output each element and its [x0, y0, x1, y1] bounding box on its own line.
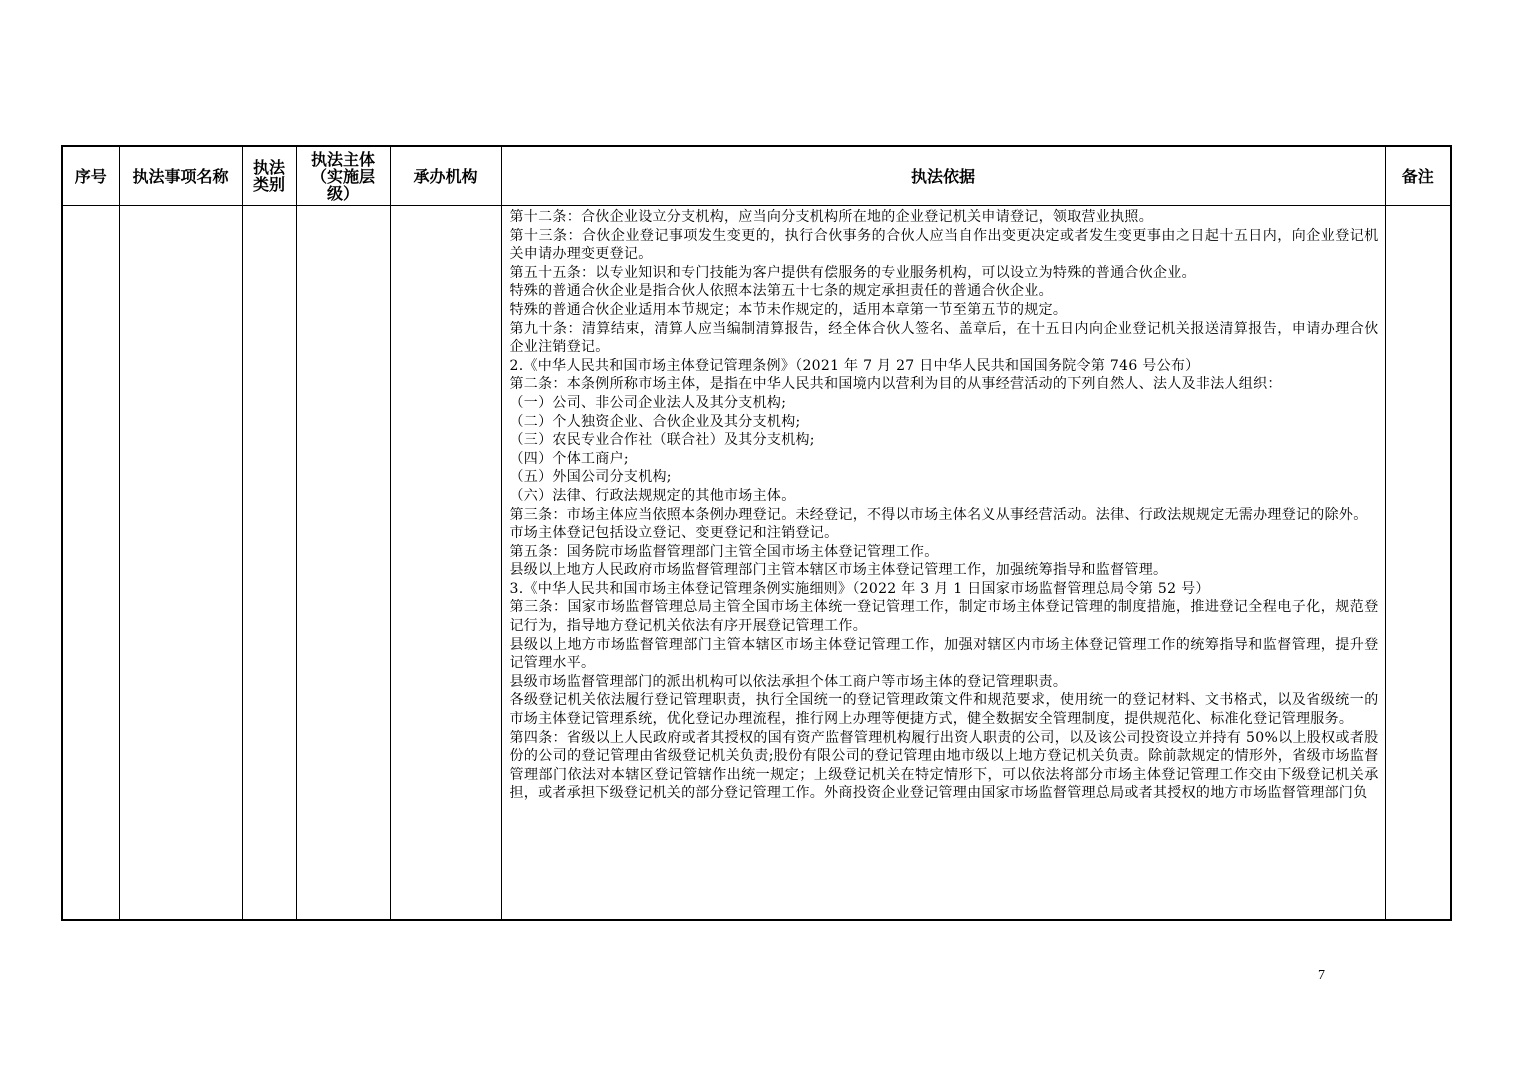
basis-line: （三）农民专业合作社（联合社）及其分支机构;	[509, 432, 815, 449]
table-row	[62, 206, 1451, 921]
header-basis: 执法依据	[501, 146, 1385, 206]
cell-category	[242, 206, 296, 921]
basis-line: 县级以上地方人民政府市场监督管理部门主管本辖区市场主体登记管理工作，加强统筹指导和监督管理。	[509, 562, 1168, 579]
enforcement-basis-table	[61, 145, 1452, 921]
basis-line: （二）个人独资企业、合伙企业及其分支机构;	[509, 413, 801, 430]
page-number: 7	[1318, 968, 1325, 983]
header-agency: 承办机构	[390, 146, 501, 206]
header-subject: 执法主体（实施层级）	[296, 146, 390, 206]
basis-line: 第二条：本条例所称市场主体，是指在中华人民共和国境内以营利为目的从事经营活动的下列自然人、法人及非法人组织：	[509, 376, 1282, 393]
basis-line: 2.《中华人民共和国市场主体登记管理条例》（2021 年 7 月 27 日中华人民共和国国务院令第 746 号公布）	[509, 357, 1200, 374]
basis-line: 第五条：国务院市场监督管理部门主管全国市场主体登记管理工作。	[509, 543, 939, 560]
basis-text	[510, 208, 1379, 803]
basis-line: 第五十五条：以专业知识和专门技能为客户提供有偿服务的专业服务机构，可以设立为特殊的普通合伙企业。	[509, 264, 1196, 281]
basis-line: 第九十条：清算结束，清算人应当编制清算报告，经全体合伙人签名、盖章后，在十五日内向企业登记机关报送清算报告，申请办理合伙企业注销登记。	[509, 320, 1379, 356]
enforcement-table-page	[61, 145, 1450, 921]
basis-line: 县级市场监督管理部门的派出机构可以依法承担个体工商户等市场主体的登记管理职责。	[509, 673, 1068, 690]
cell-seq	[62, 206, 119, 921]
basis-line: 各级登记机关依法履行登记管理职责，执行全国统一的登记管理政策文件和规范要求，使用统一的登记材料、文书格式，以及省级统一的市场主体登记管理系统，优化登记办理流程，推行网上办理等便捷方式，健全数据安全管理制度，提供规范化、标准化登记管理服务。	[509, 692, 1379, 728]
basis-line: 第十二条：合伙企业设立分支机构，应当向分支机构所在地的企业登记机关申请登记，领取营业执照。	[509, 209, 1153, 225]
table-header-row	[62, 146, 1451, 206]
basis-line: （一）公司、非公司企业法人及其分支机构;	[509, 394, 787, 411]
cell-subject	[296, 206, 390, 921]
basis-line: 特殊的普通合伙企业适用本节规定；本节未作规定的，适用本章第一节至第五节的规定。	[509, 301, 1068, 318]
basis-line: 3.《中华人民共和国市场主体登记管理条例实施细则》（2022 年 3 月 1 日国家市场监督管理总局令第 52 号）	[509, 580, 1210, 597]
basis-line: 市场主体登记包括设立登记、变更登记和注销登记。	[509, 525, 839, 542]
header-item-name: 执法事项名称	[119, 146, 242, 206]
cell-basis	[501, 206, 1385, 921]
basis-line: 第三条：国家市场监督管理总局主管全国市场主体统一登记管理工作，制定市场主体登记管理的制度措施，推进登记全程电子化，规范登记行为，指导地方登记机关依法有序开展登记管理工作。	[509, 599, 1379, 635]
cell-item-name	[119, 206, 242, 921]
basis-line: （四）个体工商户;	[509, 450, 629, 467]
basis-line: 特殊的普通合伙企业是指合伙人依照本法第五十七条的规定承担责任的普通合伙企业。	[509, 283, 1053, 300]
cell-agency	[390, 206, 501, 921]
header-category: 执法类别	[242, 146, 296, 206]
header-seq: 序号	[62, 146, 119, 206]
basis-line: 县级以上地方市场监督管理部门主管本辖区市场主体登记管理工作，加强对辖区内市场主体登记管理工作的统筹指导和监督管理，提升登记管理水平。	[509, 636, 1379, 672]
basis-line: 第三条：市场主体应当依照本条例办理登记。未经登记，不得以市场主体名义从事经营活动。法律、行政法规规定无需办理登记的除外。	[509, 506, 1368, 523]
basis-line: 第十三条：合伙企业登记事项发生变更的，执行合伙事务的合伙人应当自作出变更决定或者发生变更事由之日起十五日内，向企业登记机关申请办理变更登记。	[509, 227, 1379, 263]
basis-line: 第四条：省级以上人民政府或者其授权的国有资产监督管理机构履行出资人职责的公司，以及该公司投资设立并持有 50%以上股权或者股份的公司的登记管理由省级登记机关负责;股份有限公司的登记管理由地市级以上地方登记机关负责。除前款规定的情形外，省级市场监督管理部门依法对本辖区登记管辖作出统一规定；上级登记机关在特定情形下，可以依法将部分市场主体登记管理工作交由下级登记机关承担，或者承担下级登记机关的部分登记管理工作。外商投资企业登记管理由国家市场监督管理总局或者其授权的地方市场监督管理部门负	[509, 729, 1379, 802]
header-remark: 备注	[1385, 146, 1451, 206]
cell-remark	[1385, 206, 1451, 921]
basis-line: （五）外国公司分支机构;	[509, 469, 672, 486]
basis-line: （六）法律、行政法规规定的其他市场主体。	[509, 487, 796, 504]
